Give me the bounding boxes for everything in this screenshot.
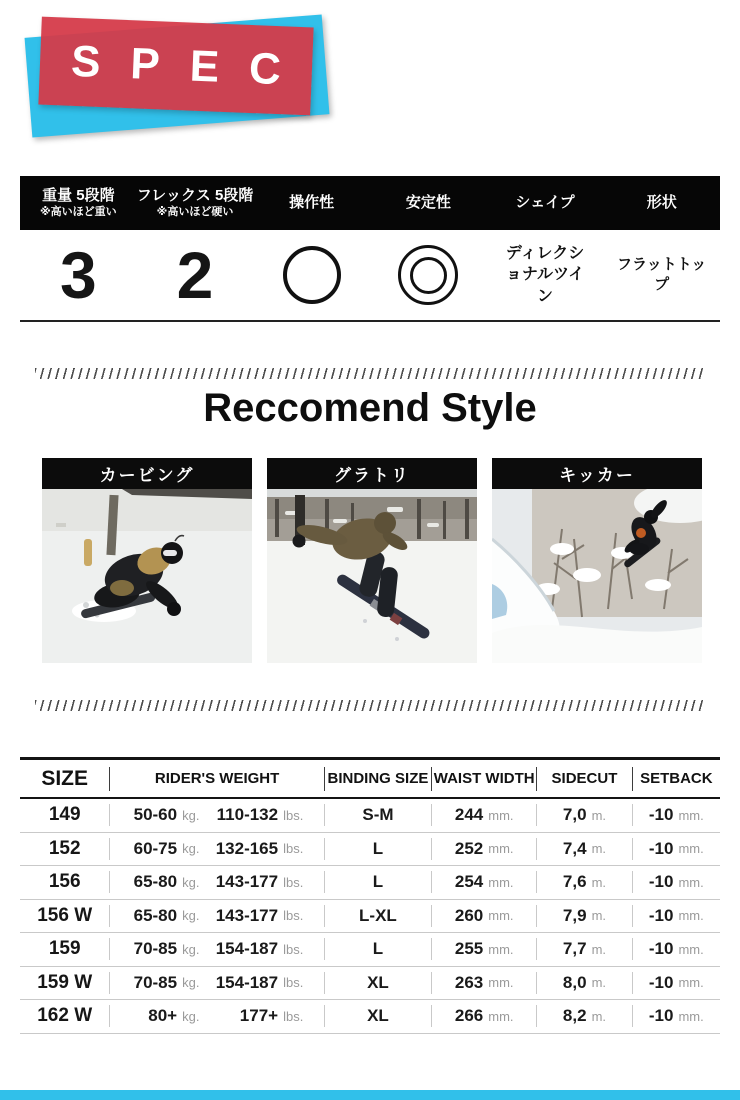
size-table: [20, 757, 720, 1034]
weight-rating: [20, 238, 137, 312]
single-circle-icon: [283, 246, 341, 304]
setback-value: -10: [648, 838, 674, 858]
binding-value: L: [372, 939, 384, 959]
binding-value: S-M: [362, 805, 394, 825]
table-row: [20, 833, 720, 867]
size-cell: [20, 804, 110, 826]
weight-lbs-unit: lbs.: [283, 975, 304, 991]
setback-cell: [633, 804, 720, 826]
weight-lbs-value: 110-132: [216, 805, 279, 825]
weight-lbs-value: 177+: [239, 1006, 279, 1026]
striped-divider: [35, 700, 705, 711]
setback-cell: [633, 938, 720, 960]
size-cell: [20, 905, 110, 927]
spec-col-profile: [603, 176, 720, 230]
spec-values-row: [20, 230, 720, 320]
weight-kg-unit: kg.: [182, 874, 200, 890]
weight-kg-unit: kg.: [182, 908, 200, 924]
handling-rating: [253, 246, 370, 304]
size-cell: [20, 838, 110, 860]
weight-lbs-unit: lbs.: [283, 841, 304, 857]
spec-banner-title: SPEC: [70, 36, 312, 96]
size-value: 156: [48, 871, 81, 893]
weight-kg-unit: kg.: [182, 1008, 200, 1024]
setback-cell: [633, 1005, 720, 1027]
panel-label: [267, 458, 477, 489]
weight-lbs-value: 143-177: [215, 905, 279, 925]
setback-value: -10: [648, 805, 674, 825]
size-cell: [20, 1005, 110, 1027]
waist-value: 244: [454, 805, 484, 825]
shape-value: ディレクショナルツイン: [505, 244, 585, 305]
setback-value: -10: [648, 972, 674, 992]
spec-bottom-rule: [20, 320, 720, 322]
setback-value: -10: [648, 1006, 674, 1026]
waist-cell: [432, 804, 537, 826]
size-value: 162 W: [37, 1005, 93, 1027]
spec-label: フレックス 5段階: [136, 186, 254, 204]
waist-unit: mm.: [488, 975, 514, 991]
weight-lbs-value: 154-187: [215, 939, 279, 959]
binding-cell: [325, 804, 432, 826]
size-value: 159 W: [37, 971, 93, 993]
binding-value: XL: [367, 972, 389, 992]
sidecut-value: 7,6: [562, 872, 587, 892]
weight-lbs-value: 143-177: [215, 872, 279, 892]
size-table-body: [20, 799, 720, 1034]
waist-cell: [432, 972, 537, 994]
weight-kg-unit: kg.: [182, 807, 200, 823]
binding-cell: [325, 871, 432, 893]
header-binding-size: BINDING SIZE: [325, 767, 432, 791]
sidecut-unit: m.: [591, 975, 607, 991]
sidecut-cell: [537, 1005, 632, 1027]
weight-kg-value: 80+: [148, 1006, 178, 1026]
waist-value: 255: [454, 939, 484, 959]
spec-col-handling: [253, 176, 370, 230]
setback-unit: mm.: [678, 807, 704, 823]
spec-label: 操作性: [289, 193, 335, 211]
waist-value: 263: [454, 972, 484, 992]
waist-cell: [432, 1005, 537, 1027]
waist-value: 260: [454, 905, 484, 925]
sidecut-value: 8,2: [562, 1006, 587, 1026]
footer-accent-bar: [0, 1090, 740, 1100]
snowboarder-carving-photo: [42, 489, 252, 663]
weight-kg-unit: kg.: [182, 841, 200, 857]
setback-unit: mm.: [678, 975, 704, 991]
setback-cell: [633, 972, 720, 994]
waist-value: 266: [454, 1006, 484, 1026]
binding-cell: [325, 972, 432, 994]
sidecut-cell: [537, 938, 632, 960]
sidecut-unit: m.: [591, 941, 607, 957]
sidecut-cell: [537, 871, 632, 893]
setback-unit: mm.: [678, 941, 704, 957]
flex-rating-number: 2: [176, 238, 214, 312]
setback-cell: [633, 871, 720, 893]
panel-label: [492, 458, 702, 489]
style-panels: [42, 458, 702, 663]
header-riders-weight: RIDER'S WEIGHT: [110, 767, 324, 791]
sidecut-value: 7,0: [562, 805, 587, 825]
waist-unit: mm.: [488, 841, 514, 857]
sidecut-value: 8,0: [562, 972, 587, 992]
spec-label: 安定性: [405, 193, 451, 211]
panel-label-text: カービング: [99, 466, 195, 485]
binding-value: L-XL: [359, 905, 397, 925]
size-value: 149: [48, 804, 81, 826]
weight-rating-number: 3: [59, 238, 97, 312]
header-setback: SETBACK: [640, 770, 713, 787]
weight-cell: [110, 905, 324, 927]
waist-unit: mm.: [488, 1008, 514, 1024]
weight-lbs-unit: lbs.: [283, 874, 304, 890]
spec-label: 重量 5段階: [42, 186, 115, 204]
setback-value: -10: [648, 872, 674, 892]
table-row: [20, 866, 720, 900]
size-value: 159: [48, 938, 81, 960]
waist-cell: [432, 938, 537, 960]
setback-unit: mm.: [678, 874, 704, 890]
snowboarder-kicker-jump-photo: [492, 489, 702, 663]
striped-divider: [35, 368, 705, 379]
sidecut-cell: [537, 972, 632, 994]
spec-sublabel: ※高いほど重い: [39, 206, 117, 219]
binding-cell: [325, 938, 432, 960]
flex-rating: [137, 238, 254, 312]
header-waist-width: WAIST WIDTH: [432, 767, 537, 791]
style-panel-carving: [42, 458, 252, 663]
table-row: [20, 933, 720, 967]
weight-lbs-unit: lbs.: [283, 1008, 304, 1024]
sidecut-unit: m.: [591, 841, 607, 857]
shape-value-col: [487, 243, 604, 308]
setback-cell: [633, 905, 720, 927]
waist-value: 254: [454, 872, 484, 892]
waist-value: 252: [454, 838, 484, 858]
weight-kg-unit: kg.: [182, 941, 200, 957]
double-circle-inner: [410, 257, 447, 294]
binding-value: L: [372, 838, 384, 858]
weight-lbs-unit: lbs.: [283, 908, 304, 924]
weight-kg-value: 60-75: [133, 838, 178, 858]
profile-value-col: [603, 255, 720, 296]
binding-value: XL: [367, 1006, 389, 1026]
spec-col-flex: [137, 176, 254, 230]
weight-lbs-value: 132-165: [215, 838, 279, 858]
size-value: 152: [48, 837, 81, 859]
setback-unit: mm.: [678, 1008, 704, 1024]
setback-unit: mm.: [678, 908, 704, 924]
binding-cell: [325, 905, 432, 927]
weight-kg-unit: kg.: [182, 975, 200, 991]
spec-label: 形状: [646, 193, 677, 211]
sidecut-cell: [537, 905, 632, 927]
header-sidecut: SIDECUT: [537, 767, 632, 791]
sidecut-cell: [537, 838, 632, 860]
sidecut-unit: m.: [591, 807, 607, 823]
weight-kg-value: 65-80: [133, 872, 178, 892]
size-cell: [20, 972, 110, 994]
waist-unit: mm.: [488, 874, 514, 890]
double-circle-icon: [398, 245, 458, 305]
spec-col-shape: [487, 176, 604, 230]
panel-label: [42, 458, 252, 489]
binding-cell: [325, 1005, 432, 1027]
sidecut-value: 7,7: [562, 939, 587, 959]
weight-cell: [110, 938, 324, 960]
table-row: [20, 1000, 720, 1034]
weight-cell: [110, 871, 324, 893]
size-cell: [20, 871, 110, 893]
header-size: SIZE: [20, 767, 110, 791]
weight-kg-value: 65-80: [133, 905, 178, 925]
sidecut-value: 7,9: [562, 905, 587, 925]
table-row: [20, 799, 720, 833]
weight-cell: [110, 1005, 324, 1027]
spec-header-bar: [20, 176, 720, 230]
weight-cell: [110, 838, 324, 860]
style-panel-kicker: [492, 458, 702, 663]
waist-unit: mm.: [488, 807, 514, 823]
spec-col-stability: [370, 176, 487, 230]
waist-cell: [432, 905, 537, 927]
weight-kg-value: 70-85: [133, 972, 178, 992]
size-cell: [20, 938, 110, 960]
panel-label-text: グラトリ: [334, 466, 410, 485]
sidecut-unit: m.: [591, 874, 607, 890]
spec-banner: [28, 10, 340, 140]
weight-lbs-value: 154-187: [215, 972, 279, 992]
weight-lbs-unit: lbs.: [283, 941, 304, 957]
weight-cell: [110, 804, 324, 826]
binding-value: L: [372, 872, 384, 892]
waist-unit: mm.: [488, 908, 514, 924]
stability-rating: [370, 245, 487, 305]
weight-kg-value: 50-60: [133, 805, 178, 825]
setback-cell: [633, 838, 720, 860]
spec-sublabel: ※高いほど硬い: [156, 206, 234, 219]
spec-col-weight: [20, 176, 137, 230]
waist-cell: [432, 838, 537, 860]
weight-cell: [110, 972, 324, 994]
setback-value: -10: [648, 905, 674, 925]
waist-unit: mm.: [488, 941, 514, 957]
setback-value: -10: [648, 939, 674, 959]
setback-unit: mm.: [678, 841, 704, 857]
binding-cell: [325, 838, 432, 860]
waist-cell: [432, 871, 537, 893]
sidecut-unit: m.: [591, 908, 607, 924]
size-table-header: [20, 757, 720, 799]
spec-label: シェイプ: [515, 193, 575, 211]
profile-value: フラットトップ: [617, 255, 707, 293]
sidecut-cell: [537, 804, 632, 826]
weight-kg-value: 70-85: [133, 939, 178, 959]
size-value: 156 W: [37, 904, 93, 926]
sidecut-value: 7,4: [562, 838, 587, 858]
style-panel-ground-trick: [267, 458, 477, 663]
panel-label-text: キッカー: [559, 466, 635, 485]
table-row: [20, 900, 720, 934]
table-row: [20, 967, 720, 1001]
recommend-style-heading: Reccomend Style: [203, 386, 537, 430]
weight-lbs-unit: lbs.: [283, 807, 304, 823]
banner-red-shape: [38, 17, 313, 116]
sidecut-unit: m.: [591, 1008, 607, 1024]
snowboarder-ground-trick-photo: [267, 489, 477, 663]
